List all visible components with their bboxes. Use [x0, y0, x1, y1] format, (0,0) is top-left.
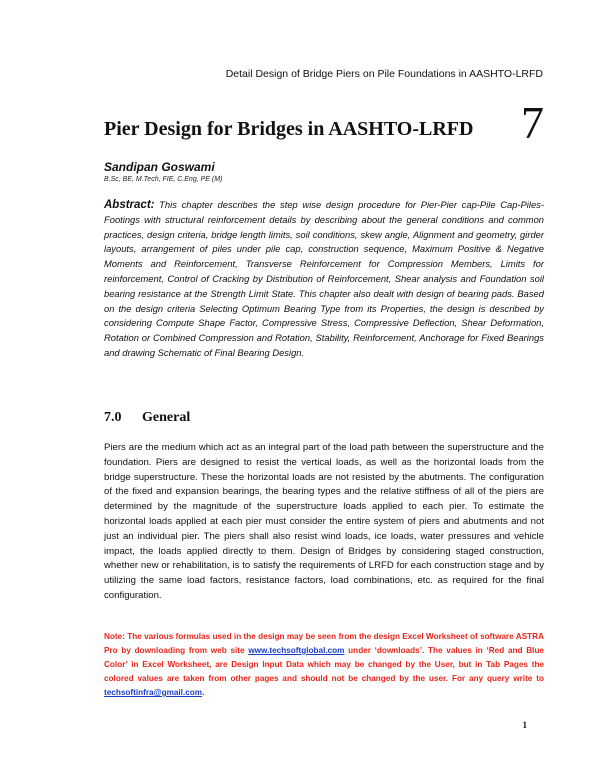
website-link[interactable]: www.techsoftglobal.com	[248, 646, 345, 655]
abstract-label: Abstract:	[104, 199, 155, 211]
chapter-number: 7	[521, 97, 544, 148]
author-name: Sandipan Goswami	[104, 160, 215, 174]
general-paragraph: Piers are the medium which act as an integral part of the load path between the superstructure and the foundation. Piers are designed to resist the vertical loads, as well as the horizontal loads from the bridge superstructure. These the horizontal loads are not resisted by the abutments. The configuration of the fixed and expansion bearings, the bearing types and the relative stiffness of all of the piers are determined by the magnitude of the superstructure loads applied to each pier. To estimate the horizontal loads applied at each pier must consider the entire system of piers and abutments and not just an individual pier. The piers shall also resist wind loads, ice loads, water pressures and vehicle impact, the loads applied directly to them. Design of Bridges by considering staged construction, whether new or rehabilitation, is to satisfy the requirements of LRFD for each construction stage and by utilizing the same load factors, resistance factors, load combinations, etc. as required for the final configuration.	[104, 442, 544, 601]
page-number: 1	[522, 720, 527, 730]
section-heading	[104, 410, 190, 426]
note-text-2: under ‘downloads’. The values in ‘Red and Blue Color’ in Excel Worksheet, are Design Input Data which may be changed by the User, but in Tab Pages the colored values are taken from other pages and should not be changed by the user. For any query write to	[104, 646, 544, 683]
note-text-3: .	[202, 688, 205, 697]
author-credentials: B.Sc, BE, M.Tech, FIE, C.Eng, PE (M)	[104, 176, 223, 183]
running-header: Detail Design of Bridge Piers on Pile Foundations in AASHTO-LRFD	[225, 68, 543, 80]
section-number: 7.0	[104, 410, 122, 425]
abstract-text: This chapter describes the step wise design procedure for Pier-Pier cap-Pile Cap-Piles-Footings with structural reinforcement details by describing about the general conditions and common practices, design criteria, bridge length limits, soil conditions, skew angle, Alignment and geometry, girder layouts, arrangement of piles under pile cap, construction sequence, Maximum Positive & Negative Moments and Reinforcement, Transverse Reinforcement for Compression Members, Limits for reinforcement, Control of Cracking by Distribution of Reinforcement, Shear analysis and Foundation soil bearing resistance at the Strength Limit State. This chapter also dealt with design of bearing pads. Based on the design criteria Selecting Optimum Bearing Type from its Properties, the design is described by considering Compute Shape Factor, Compressive Stress, Compressive Deflection, Shear Deformation, Rotation or Combined Compression and Rotation, Stability, Reinforcement, Anchorage for Fixed Bearings and drawing Schematic of Final Bearing Design.	[104, 199, 544, 358]
email-link[interactable]: techsoftinfra@gmail.com	[104, 688, 203, 697]
chapter-title: Pier Design for Bridges in AASHTO-LRFD	[104, 118, 474, 140]
abstract	[104, 198, 544, 361]
chapter-title-row	[104, 97, 544, 152]
section-title: General	[142, 410, 191, 425]
note-text-1: Note: The various formulas used in the design may be seen from the design Excel Worksheet of software ASTRA Pro by downloading from web site	[104, 632, 544, 655]
note-box	[104, 630, 544, 700]
